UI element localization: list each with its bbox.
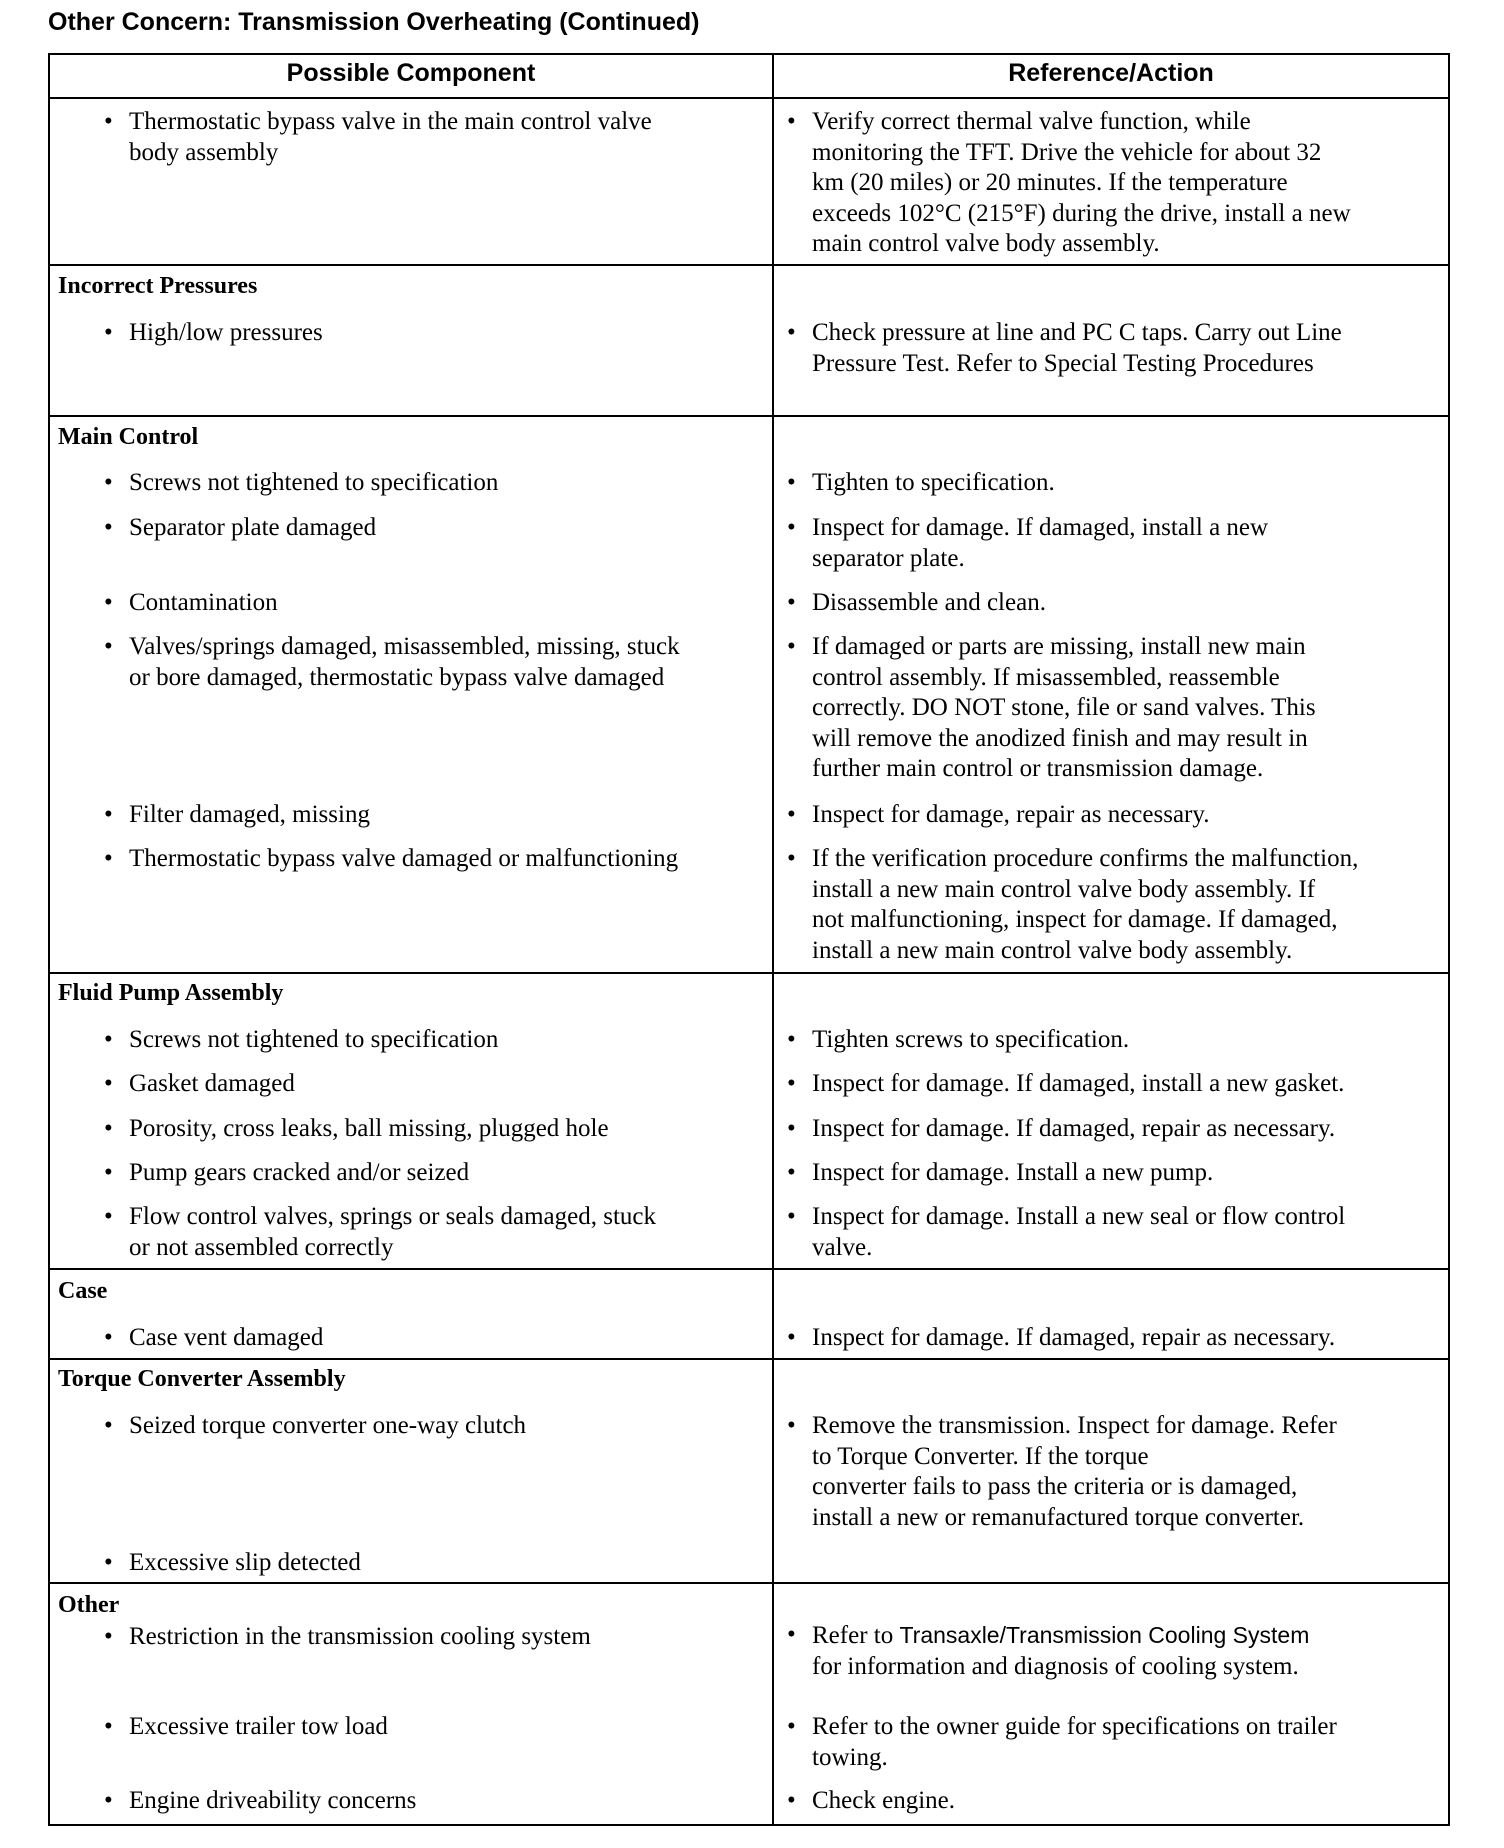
component-item [104, 1323, 769, 1354]
action-text: Inspect for damage. If damaged, repair as necessary. [812, 1115, 1336, 1142]
component-text: Restriction in the transmission cooling system [129, 1623, 591, 1650]
bullet: • [104, 801, 113, 828]
action-text: If damaged or parts are missing, install new main control assembly. If misassembled, reassemble correctly. DO NOT stone, file or sand valves. This will remove the anodized finish and may result in further main control or transmission damage. [812, 633, 1316, 782]
table-border [48, 53, 1450, 55]
action-text: Inspect for damage. If damaged, repair as necessary. [812, 1324, 1336, 1351]
component-item [104, 513, 769, 544]
component-text: Seized torque converter one-way clutch [129, 1412, 527, 1439]
component-text: Filter damaged, missing [129, 801, 370, 828]
component-text: Screws not tightened to specification [129, 1026, 499, 1053]
group-heading: Torque Converter Assembly [58, 1366, 346, 1392]
action-text: Tighten screws to specification. [812, 1026, 1130, 1053]
action-text: for information and diagnosis of cooling system. [812, 1652, 1299, 1680]
component-text: Porosity, cross leaks, ball missing, plugged hole [129, 1115, 609, 1142]
page-title: Other Concern: Transmission Overheating (Continued) [48, 8, 700, 36]
bullet: • [104, 1115, 113, 1142]
row-divider [48, 97, 1450, 99]
action-text: Tighten to specification. [812, 469, 1055, 496]
action-text: Inspect for damage. If damaged, install a new gasket. [812, 1070, 1345, 1097]
bullet: • [787, 1621, 796, 1648]
action-text: Refer to the owner guide for specifications on trailer towing. [812, 1713, 1337, 1771]
bullet: • [787, 1026, 796, 1053]
component-item [104, 588, 769, 619]
component-item [104, 107, 769, 168]
bullet: • [104, 319, 113, 346]
bullet: • [787, 589, 796, 616]
header-possible-component: Possible Component [286, 59, 536, 87]
action-item [787, 1786, 1452, 1817]
bullet: • [104, 633, 113, 660]
bullet: • [104, 845, 113, 872]
row-divider [48, 972, 1450, 974]
action-text: Inspect for damage. Install a new pump. [812, 1159, 1214, 1186]
cooling-system-link[interactable]: Transaxle/Transmission Cooling System [899, 1622, 1310, 1648]
bullet: • [104, 1713, 113, 1740]
bullet: • [787, 801, 796, 828]
component-text: Excessive slip detected [129, 1549, 361, 1576]
bullet: • [787, 633, 796, 660]
action-item [787, 588, 1452, 619]
component-text: Pump gears cracked and/or seized [129, 1159, 470, 1186]
component-item [104, 632, 769, 693]
bullet: • [787, 1115, 796, 1142]
action-item [787, 1620, 1452, 1682]
component-text: Thermostatic bypass valve damaged or malfunctioning [129, 845, 679, 872]
bullet: • [104, 514, 113, 541]
bullet: • [104, 1787, 113, 1814]
component-item [104, 1712, 769, 1743]
bullet: • [787, 1787, 796, 1814]
bullet: • [787, 1713, 796, 1740]
action-text: Verify correct thermal valve function, while monitoring the TFT. Drive the vehicle for about 32 km (20 miles) or 20 minutes. If the temperature exceeds 102°C (215°F) during the drive, install a new main control valve body assembly. [812, 108, 1351, 257]
action-text: Check pressure at line and PC C taps. Carry out Line Pressure Test. Refer to Special Testing Procedures [812, 319, 1342, 377]
bullet: • [787, 1324, 796, 1351]
component-item [104, 1411, 769, 1442]
row-divider [48, 264, 1450, 266]
component-text: Case vent damaged [129, 1324, 324, 1351]
bullet: • [787, 1203, 796, 1230]
action-item [787, 1069, 1452, 1100]
component-item [104, 318, 769, 349]
group-heading: Case [58, 1278, 108, 1304]
action-item [787, 318, 1452, 379]
component-item [104, 1069, 769, 1100]
row-divider [48, 1358, 1450, 1360]
component-item [104, 1622, 769, 1653]
bullet: • [787, 1412, 796, 1439]
bullet: • [787, 319, 796, 346]
bullet: • [787, 845, 796, 872]
component-item [104, 1158, 769, 1189]
component-text: Flow control valves, springs or seals damaged, stuck or not assembled correctly [129, 1203, 656, 1261]
action-text: Disassemble and clean. [812, 589, 1046, 616]
bullet: • [104, 1623, 113, 1650]
column-divider [772, 53, 774, 1826]
component-item [104, 800, 769, 831]
bullet: • [104, 1324, 113, 1351]
action-text: Inspect for damage. If damaged, install a new separator plate. [812, 514, 1269, 572]
bullet: • [104, 1159, 113, 1186]
action-text: Inspect for damage. Install a new seal or flow control valve. [812, 1203, 1346, 1261]
bullet: • [104, 1412, 113, 1439]
component-item [104, 1114, 769, 1145]
component-text: Thermostatic bypass valve in the main control valve body assembly [129, 108, 652, 166]
bullet: • [104, 589, 113, 616]
table-border [48, 1824, 1450, 1826]
action-text: If the verification procedure confirms the malfunction, install a new main control valve body assembly. If not malfunctioning, inspect for damage. If damaged, install a new main control valve body assembly. [812, 845, 1359, 964]
bullet: • [787, 514, 796, 541]
group-heading: Main Control [58, 424, 199, 450]
bullet: • [787, 469, 796, 496]
action-text: Inspect for damage, repair as necessary. [812, 801, 1210, 828]
action-item [787, 107, 1452, 260]
component-text: High/low pressures [129, 319, 323, 346]
component-text: Excessive trailer tow load [129, 1713, 388, 1740]
action-text: Check engine. [812, 1787, 956, 1814]
bullet: • [787, 1159, 796, 1186]
action-item [787, 844, 1452, 966]
group-heading: Incorrect Pressures [58, 273, 258, 299]
group-heading: Fluid Pump Assembly [58, 980, 284, 1006]
action-item [787, 632, 1452, 785]
component-item [104, 1202, 769, 1263]
table-border [48, 53, 50, 1826]
header-reference-action: Reference/Action [1008, 59, 1214, 87]
row-divider [48, 1268, 1450, 1270]
component-text: Contamination [129, 589, 278, 616]
bullet: • [787, 1070, 796, 1097]
action-item [787, 1114, 1452, 1145]
action-item [787, 1025, 1452, 1056]
action-item [787, 1411, 1452, 1533]
component-text: Screws not tightened to specification [129, 469, 499, 496]
action-item [787, 1712, 1452, 1773]
bullet: • [104, 1203, 113, 1230]
action-item [787, 513, 1452, 574]
bullet: • [104, 1549, 113, 1576]
bullet: • [104, 469, 113, 496]
bullet: • [104, 1070, 113, 1097]
bullet: • [104, 108, 113, 135]
action-item [787, 468, 1452, 499]
action-item [787, 1158, 1452, 1189]
component-text: Valves/springs damaged, misassembled, missing, stuck or bore damaged, thermostatic bypass valve damaged [129, 633, 680, 691]
component-item [104, 1548, 769, 1579]
component-text: Engine driveability concerns [129, 1787, 417, 1814]
component-item [104, 1786, 769, 1817]
component-item [104, 844, 769, 875]
action-item [787, 800, 1452, 831]
component-text: Separator plate damaged [129, 514, 377, 541]
action-text: Remove the transmission. Inspect for damage. Refer to Torque Converter. If the torque converter fails to pass the criteria or is damaged, install a new or remanufactured torque converter. [812, 1412, 1337, 1531]
component-item [104, 468, 769, 499]
group-heading: Other [58, 1592, 120, 1618]
action-item [787, 1323, 1452, 1354]
action-text: Refer to [812, 1622, 900, 1649]
action-item [787, 1202, 1452, 1263]
bullet: • [104, 1026, 113, 1053]
component-text: Gasket damaged [129, 1070, 295, 1097]
row-divider [48, 415, 1450, 417]
component-item [104, 1025, 769, 1056]
bullet: • [787, 108, 796, 135]
row-divider [48, 1582, 1450, 1584]
